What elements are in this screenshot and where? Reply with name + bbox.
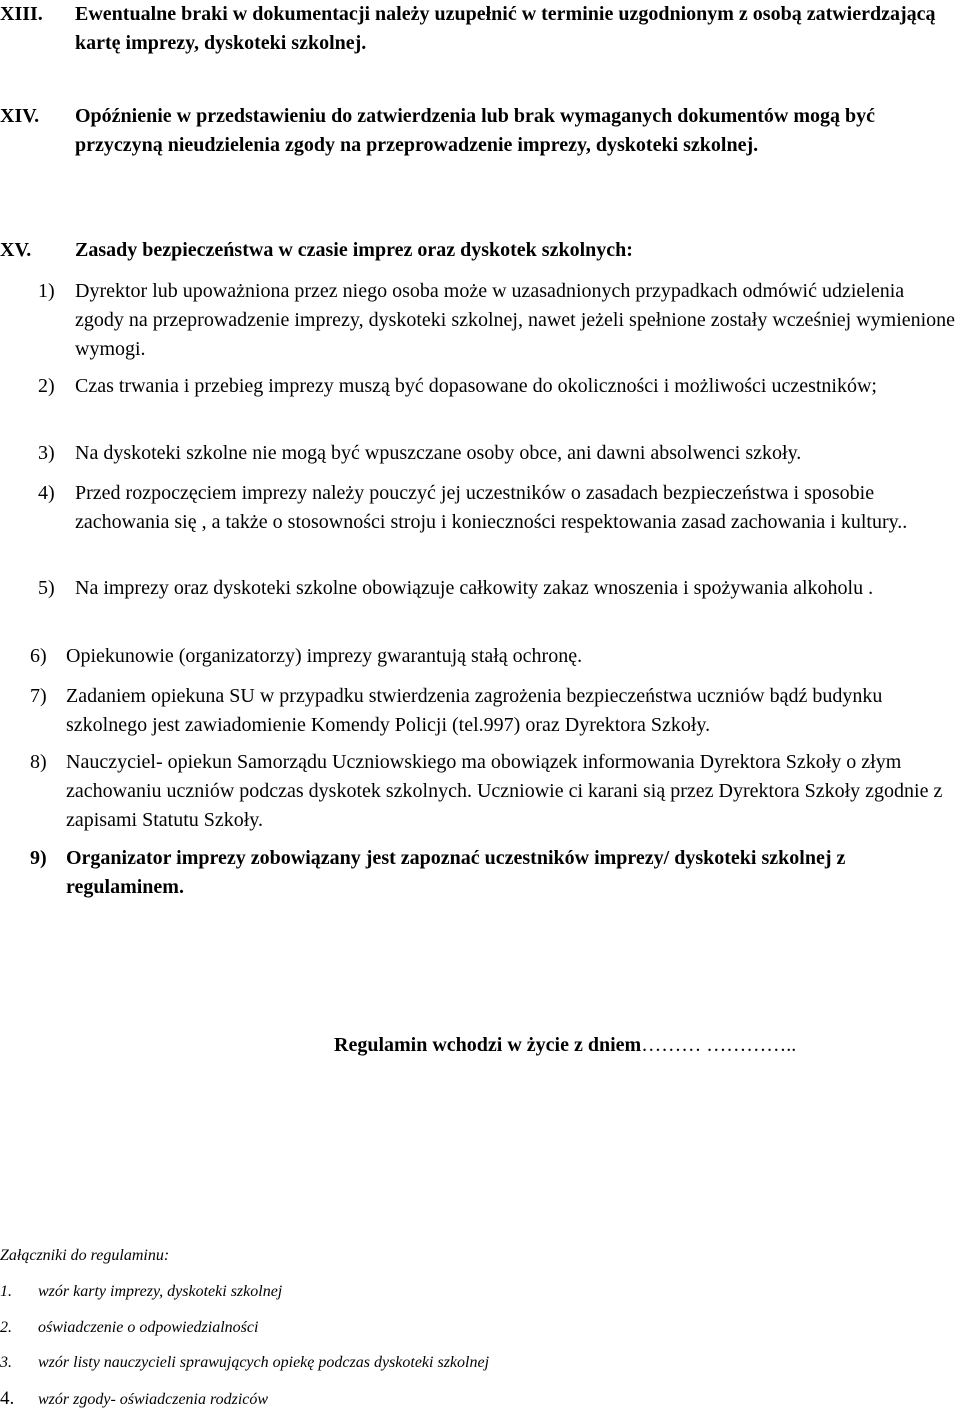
rule-number: 2) [38,375,55,397]
attachment-item [0,1317,258,1339]
section-number: XV. [0,239,32,261]
rule-number: 9) [30,847,47,869]
attachment-number: 3. [0,1354,12,1371]
section-text: Zasady bezpieczeństwa w czasie imprez oraz dyskotek szkolnych: [75,239,633,261]
attachment-item [0,1281,282,1303]
rule-number: 7) [30,685,47,707]
rule-text: Nauczyciel- opiekun Samorządu Uczniowskiego ma obowiązek informowania Dyrektora Szkoły o złym zachowaniu uczniów podczas dyskotek szkolnych. Uczniowie ci karani sią przez Dyrektora Szkoły zgodnie z zapisami Statutu Szkoły. [66,751,943,831]
rule-text: Opiekunowie (organizatorzy) imprezy gwarantują stałą ochronę. [66,645,583,667]
rule-number: 4) [38,482,55,504]
section-number: XIV. [0,105,40,127]
effective-label: Regulamin wchodzi w życie z dniem [334,1034,642,1056]
attachments-title [0,1245,169,1267]
rule-number: 1) [38,280,55,302]
rule-number: 3) [38,442,55,464]
effective-dots: ……… ………….. [641,1034,797,1056]
attachment-text: wzór karty imprezy, dyskoteki szkolnej [38,1283,283,1300]
attachment-number: 2. [0,1319,12,1336]
attachments-title-text: Załączniki do regulaminu: [0,1247,170,1264]
attachment-number: 4. [0,1388,15,1409]
rule-number: 6) [30,645,47,667]
effective-date [334,1031,796,1060]
rule-text: Na imprezy oraz dyskoteki szkolne obowiązuje całkowity zakaz wnoszenia i spożywania alkoholu . [75,577,874,599]
attachment-item [0,1352,489,1374]
attachment-number: 1. [0,1283,12,1300]
rule-text: Przed rozpoczęciem imprezy należy pouczyć jej uczestników o zasadach bezpieczeństwa i sposobie zachowania się , a także o stosowności stroju i konieczności respektowania zasad zachowania i kultury.. [75,482,908,533]
rule-text: Zadaniem opiekuna SU w przypadku stwierdzenia zagrożenia bezpieczeństwa uczniów bądź budynku szkolnego jest zawiadomienie Komendy Policji (tel.997) oraz Dyrektora Szkoły. [66,685,883,736]
attachment-text: oświadczenie o odpowiedzialności [38,1319,259,1336]
rule-text: Na dyskoteki szkolne nie mogą być wpuszczane osoby obce, ani dawni absolwenci szkoły. [75,442,802,464]
attachment-item [0,1388,268,1411]
rule-text: Czas trwania i przebieg imprezy muszą być dopasowane do okoliczności i możliwości uczestników; [75,375,877,397]
rule-text: Dyrektor lub upoważniona przez niego osoba może w uzasadnionych przypadkach odmówić udzielenia zgody na przeprowadzenie imprezy, dyskoteki szkolnej, nawet jeżeli spełnione zostały wcześniej wymienione wymogi. [75,280,956,360]
rule-number: 8) [30,751,47,773]
section-number: XIII. [0,3,43,25]
attachment-text: wzór zgody- oświadczenia rodziców [38,1391,269,1408]
rule-text: Organizator imprezy zobowiązany jest zapoznać uczestników imprezy/ dyskoteki szkolnej z regulaminem. [66,847,846,898]
rule-number: 5) [38,577,55,599]
section-text: Ewentualne braki w dokumentacji należy uzupełnić w terminie uzgodnionym z osobą zatwierdzającą kartę imprezy, dyskoteki szkolnej. [75,3,936,54]
section-text: Opóźnienie w przedstawieniu do zatwierdzenia lub brak wymaganych dokumentów mogą być przyczyną nieudzielenia zgody na przeprowadzenie imprezy, dyskoteki szkolnej. [75,105,876,156]
attachment-text: wzór listy nauczycieli sprawujących opiekę podczas dyskoteki szkolnej [38,1354,490,1371]
